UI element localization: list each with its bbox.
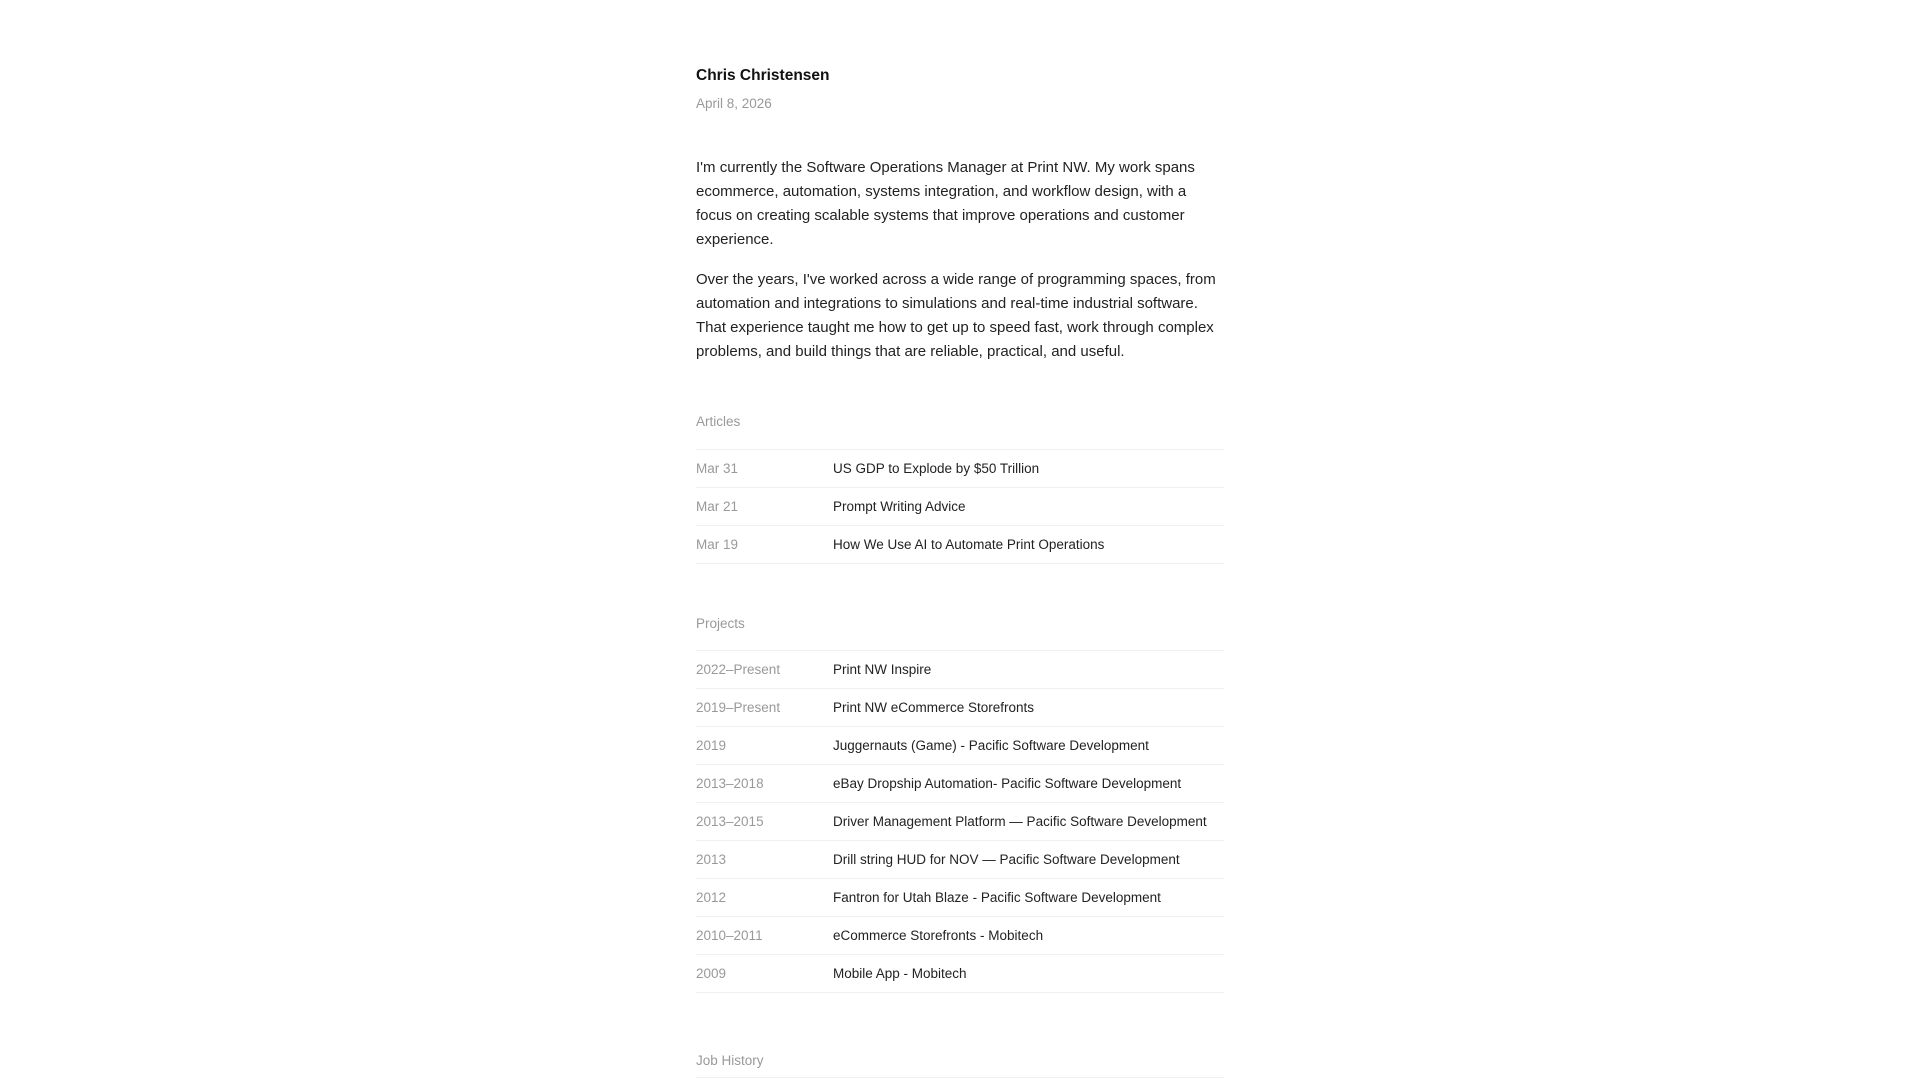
project-years: 2012 xyxy=(696,890,727,905)
article-date: Mar 21 xyxy=(696,499,739,514)
project-row[interactable] xyxy=(696,879,1224,917)
article-date: Mar 19 xyxy=(696,537,739,552)
article-row[interactable] xyxy=(696,488,1224,526)
project-years: 2013–2018 xyxy=(696,776,764,791)
job-history-list xyxy=(696,1077,1224,1078)
project-years: 2013–2015 xyxy=(696,814,764,829)
project-years: 2019–Present xyxy=(696,700,781,715)
project-row[interactable] xyxy=(696,765,1224,803)
article-row[interactable] xyxy=(696,526,1224,564)
project-years: 2019 xyxy=(696,738,727,753)
author-name: Chris Christensen xyxy=(696,67,830,84)
project-years: 2022–Present xyxy=(696,662,781,677)
project-title[interactable]: eCommerce Storefronts - Mobitech xyxy=(833,928,1044,943)
project-years: 2009 xyxy=(696,966,727,981)
project-row[interactable] xyxy=(696,841,1224,879)
project-row[interactable] xyxy=(696,727,1224,765)
articles-heading: Articles xyxy=(696,414,741,429)
project-row[interactable] xyxy=(696,689,1224,727)
project-title[interactable]: Drill string HUD for NOV — Pacific Software Development xyxy=(833,852,1180,867)
project-title[interactable]: eBay Dropship Automation- Pacific Software Development xyxy=(833,776,1182,791)
projects-heading: Projects xyxy=(696,616,745,631)
article-title[interactable]: US GDP to Explode by $50 Trillion xyxy=(833,461,1040,476)
project-title[interactable]: Print NW eCommerce Storefronts xyxy=(833,700,1035,715)
project-title[interactable]: Mobile App - Mobitech xyxy=(833,966,967,981)
page-date: April 8, 2026 xyxy=(696,96,772,111)
article-title[interactable]: How We Use AI to Automate Print Operations xyxy=(833,537,1105,552)
project-years: 2010–2011 xyxy=(696,928,763,943)
article-title[interactable]: Prompt Writing Advice xyxy=(833,499,966,514)
article-date: Mar 31 xyxy=(696,461,739,476)
job-history-heading: Job History xyxy=(696,1053,764,1068)
project-title[interactable]: Driver Management Platform — Pacific Software Development xyxy=(833,814,1207,829)
article-row[interactable] xyxy=(696,450,1224,488)
project-row[interactable] xyxy=(696,917,1224,955)
bio-paragraph: I'm currently the Software Operations Manager at Print NW. My work spans ecommerce, automation, systems integration, and workflow design, with a focus on creating scalable systems that improve operations and customer experience. xyxy=(696,159,1195,248)
projects-list xyxy=(696,650,1224,993)
project-title[interactable]: Fantron for Utah Blaze - Pacific Software Development xyxy=(833,890,1161,905)
project-years: 2013 xyxy=(696,852,727,867)
bio-paragraph: Over the years, I've worked across a wide range of programming spaces, from automation and integrations to simulations and real-time industrial software. That experience taught me how to get up to speed fast, work through complex problems, and build things that are reliable, practical, and useful. xyxy=(696,271,1216,360)
project-title[interactable]: Print NW Inspire xyxy=(833,662,932,677)
project-row[interactable] xyxy=(696,803,1224,841)
project-title[interactable]: Juggernauts (Game) - Pacific Software Development xyxy=(833,738,1149,753)
project-row[interactable] xyxy=(696,651,1224,689)
articles-list xyxy=(696,449,1224,564)
project-row[interactable] xyxy=(696,955,1224,993)
bio-section xyxy=(696,156,1224,380)
